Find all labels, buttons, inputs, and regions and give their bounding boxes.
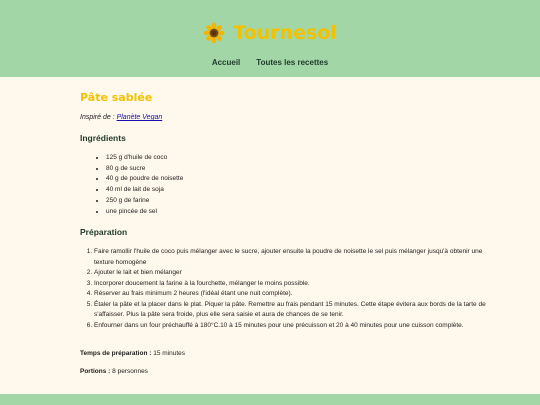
nav-link-accueil[interactable]: Accueil xyxy=(211,58,241,67)
site-title: Tournesol xyxy=(233,22,337,44)
site-header xyxy=(0,0,540,77)
ingredient-item: • 40 ml de lait de soja xyxy=(106,185,183,196)
nav-link-toutes-les-recettes[interactable]: Toutes les recettes xyxy=(256,58,329,67)
footer-bar xyxy=(0,394,540,405)
preparation-step: 2. Ajouter le lait et bien mélanger xyxy=(94,268,494,279)
prep-time xyxy=(80,350,185,357)
ingredient-item: • 80 g de sucre xyxy=(106,164,183,175)
source-link[interactable]: Planète Vegan xyxy=(116,114,163,121)
portions xyxy=(80,368,148,375)
preparation-step: 3. Incorporer doucement la farine à la fourchette, mélanger le moins possible. xyxy=(94,279,494,290)
sunflower-icon xyxy=(203,22,225,44)
portions-value: 8 personnes xyxy=(112,368,148,375)
recipe-content xyxy=(0,77,540,394)
ingredients-heading: Ingrédients xyxy=(80,133,126,143)
portions-label: Portions : xyxy=(80,368,111,375)
ingredient-item: • 40 g de poudre de noisette xyxy=(106,174,183,185)
source-prefix: Inspiré de : xyxy=(80,114,117,121)
preparation-step: 6. Enfourner dans un four préchauffé à 180°C.10 à 15 minutes pour une précuisson et 20 à 40 minutes pour une cuisson complète. xyxy=(94,321,494,332)
prep-time-label: Temps de préparation : xyxy=(80,350,152,357)
main-nav xyxy=(0,58,540,67)
preparation-step: 1. Faire ramollir l'huile de coco puis mélanger avec le sucre, ajouter ensuite la poudre de noisette le sel puis mélanger jusqu'à obtenir une texture homogène xyxy=(94,247,494,268)
preparation-steps xyxy=(80,247,494,331)
recipe-title: Pâte sablée xyxy=(80,91,153,104)
preparation-step: 5. Étaler la pâte et la placer dans le plat. Piquer la pâte. Remettre au frais pendant 15 minutes. Cette étape évitera aux bords de la tarte de s'affaisser. Plus la pâte sera froide, plus elle sera saisie et aura de chances de se tenir. xyxy=(94,300,494,321)
prep-time-value: 15 minutes xyxy=(153,350,186,357)
preparation-step: 4. Réserver au frais minimum 2 heures (l'idéal étant une nuit complète). xyxy=(94,289,494,300)
recipe-source xyxy=(80,114,162,121)
ingredient-item: • une pincée de sel xyxy=(106,207,183,218)
ingredient-item: • 250 g de farine xyxy=(106,196,183,207)
preparation-heading: Préparation xyxy=(80,227,128,237)
brand[interactable] xyxy=(0,22,540,44)
ingredients-list xyxy=(80,153,183,217)
ingredient-item: • 125 g d'huile de coco xyxy=(106,153,183,164)
